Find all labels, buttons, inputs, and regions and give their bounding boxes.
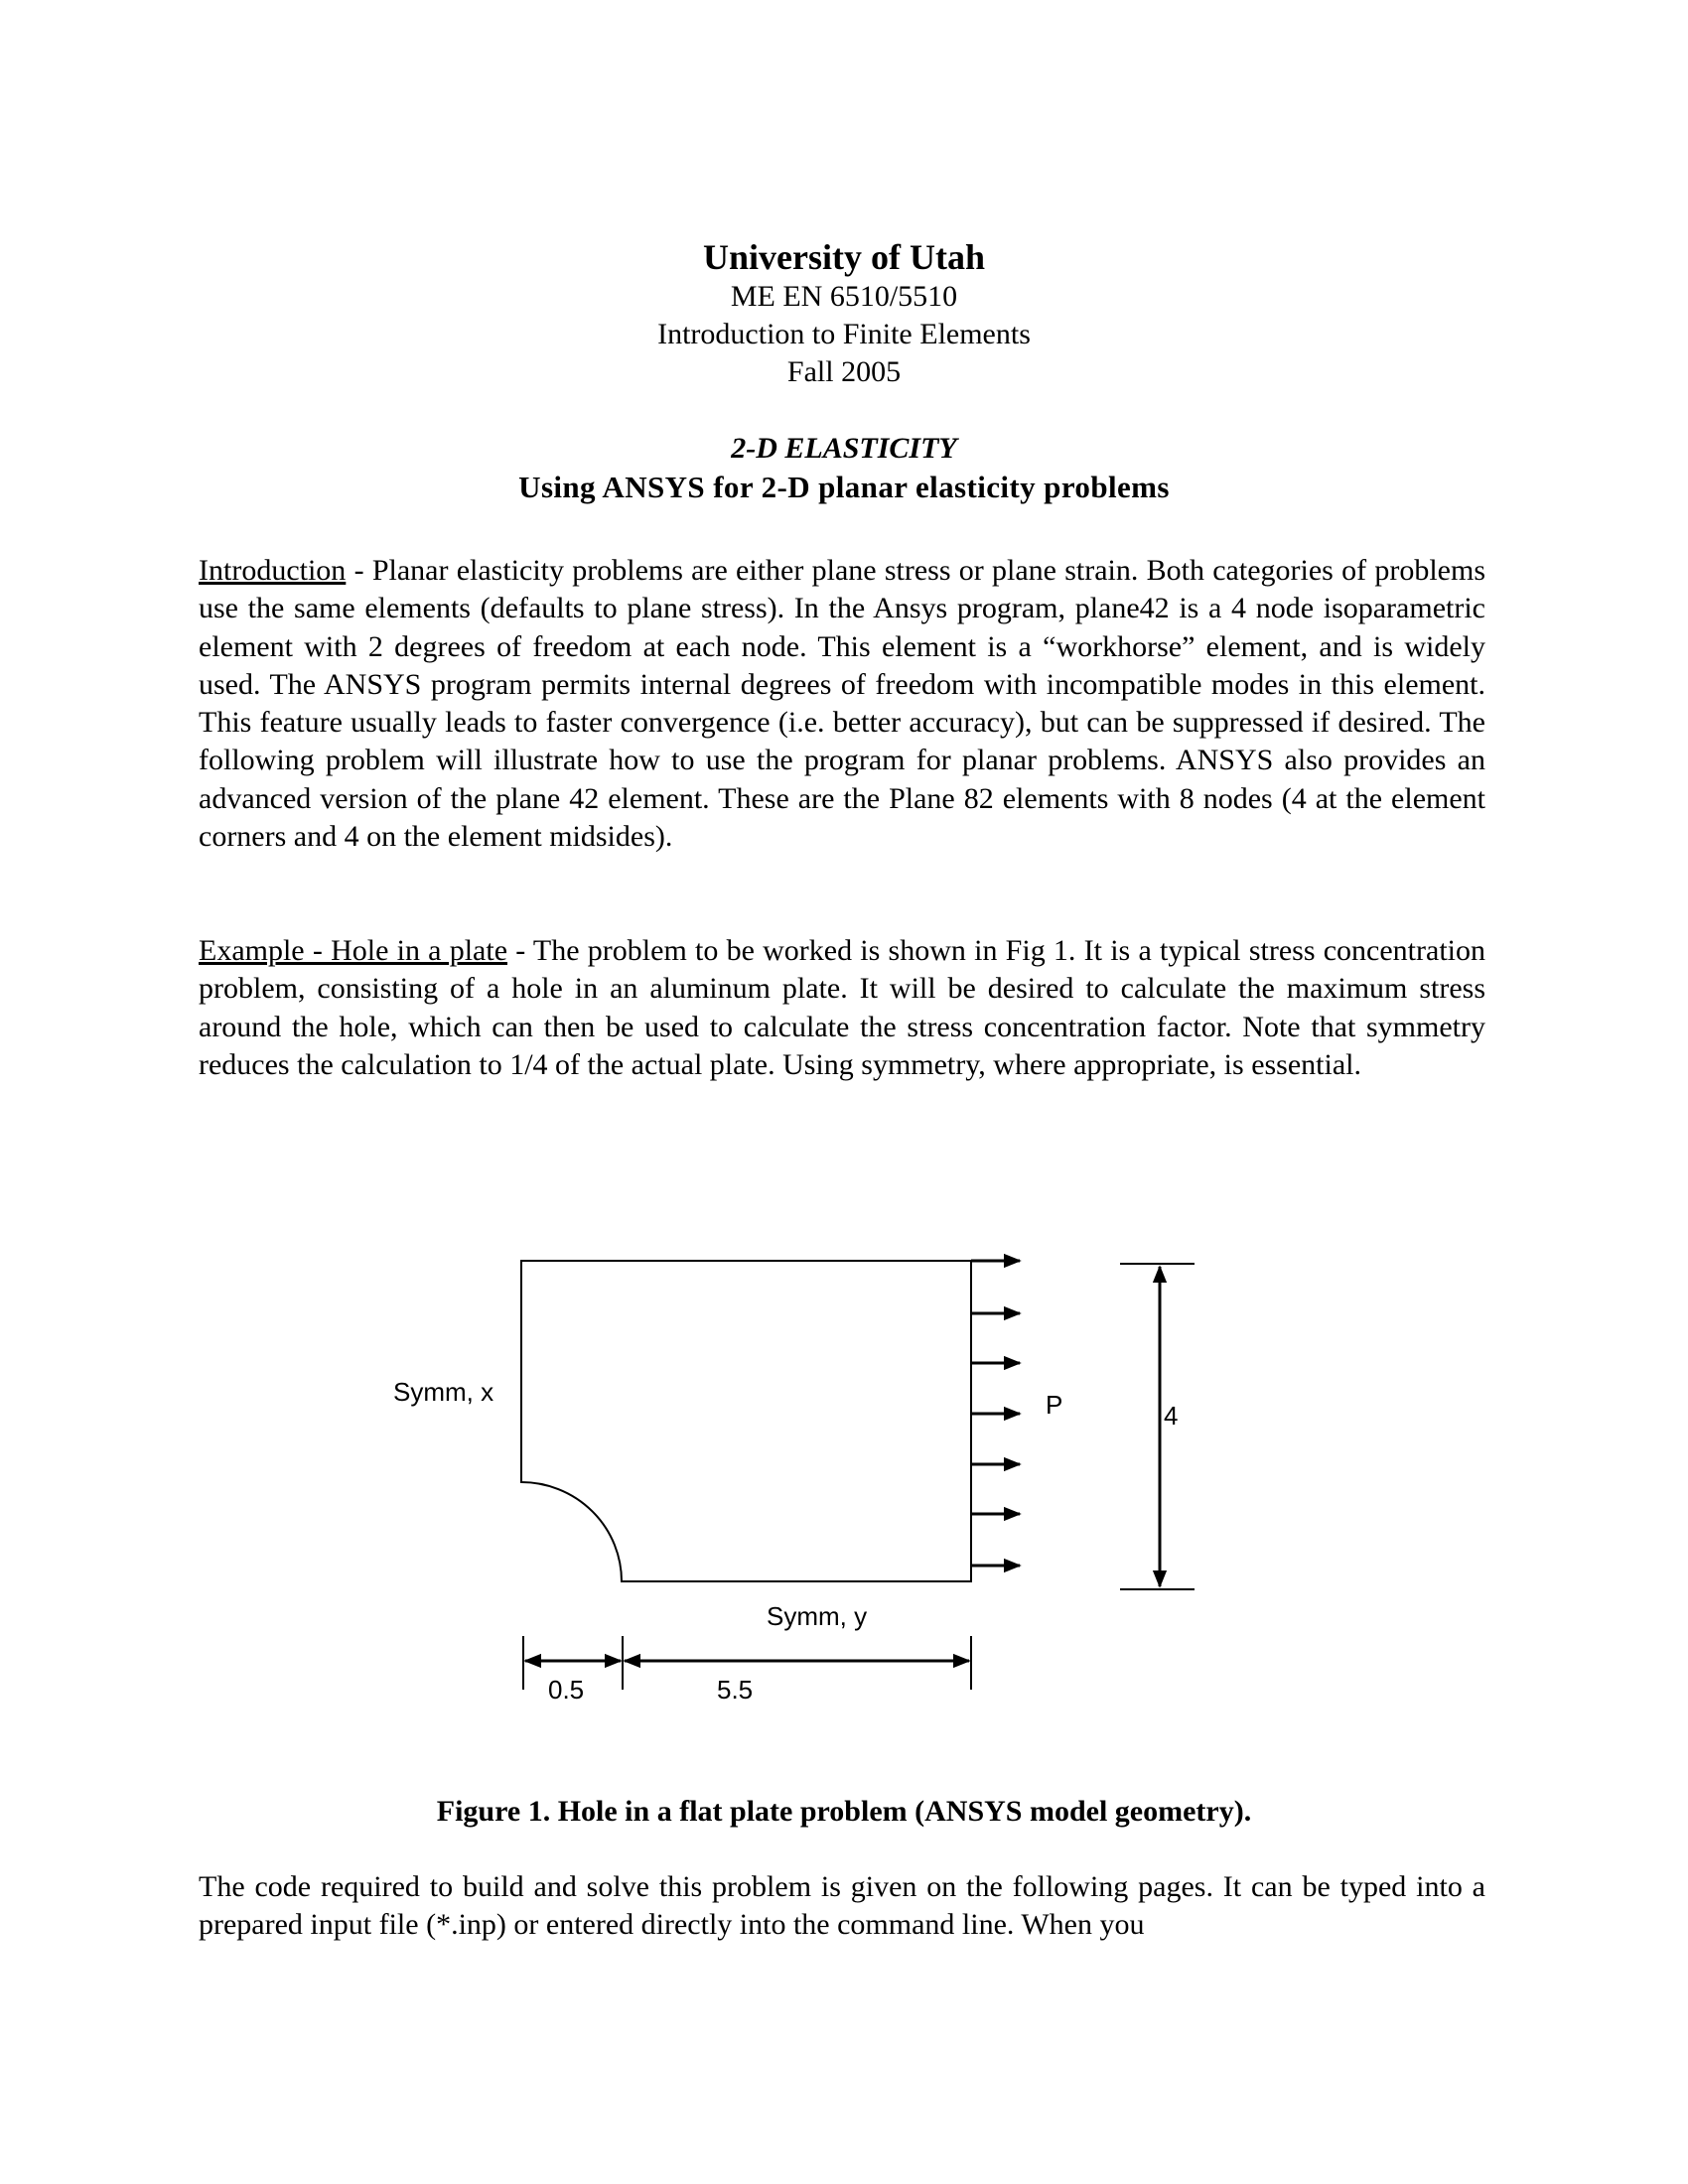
figure-caption: Figure 1. Hole in a flat plate problem (ANSYS model geometry). — [436, 1795, 1252, 1828]
symm-x-label: Symm, x — [393, 1377, 494, 1407]
course-number: ME EN 6510/5510 — [730, 280, 958, 313]
course-title: Introduction to Finite Elements — [657, 318, 1031, 350]
document-topic: 2-D ELASTICITY — [731, 432, 957, 465]
introduction-heading: Introduction — [199, 554, 347, 587]
symm-y-label: Symm, y — [767, 1601, 868, 1631]
university-name: University of Utah — [703, 237, 985, 277]
hole-radius-label: 0.5 — [548, 1675, 585, 1705]
code-paragraph: The code required to build and solve this problem is given on the following pages. It can be typed into a prepared input file (*.inp) or entered directly into the command line. When you — [199, 1870, 1485, 1942]
load-arrows — [971, 1261, 1020, 1566]
introduction-text: - Planar elasticity problems are either plane stress or plane strain. Both categories of problems use the same elements (defaults to plane stress). In the Ansys program, plane42 is a 4 node isoparametric element with 2 degrees of freedom at each node. This element is a “workhorse” element, and is widely used. The ANSYS program permits internal degrees of freedom with incompatible modes in this element. This feature usually leads to faster convergence (i.e. better accuracy), but can be suppressed if desired. The following problem will illustrate how to use the program for planar problems. ANSYS also provides an advanced version of the plane 42 element. These are the Plane 82 elements with 8 nodes (4 at the element corners and 4 on the element midsides). — [199, 554, 1485, 854]
plate-length-label: 5.5 — [717, 1675, 754, 1705]
load-label: P — [1046, 1390, 1063, 1420]
plate-outline — [521, 1261, 971, 1581]
term: Fall 2005 — [786, 355, 902, 388]
example-text: - The problem to be worked is shown in Fig 1. It is a typical stress concentration problem, consisting of a hole in an aluminum plate. It will be desired to calculate the maximum stress around the hole, which can then be used to calculate the stress concentration factor. Note that symmetry reduces the calculation to 1/4 of the actual plate. Using symmetry, where appropriate, is essential. — [199, 934, 1485, 1081]
height-dimension — [1120, 1264, 1195, 1589]
height-value-label: 4 — [1164, 1401, 1179, 1431]
document-subtitle: Using ANSYS for 2-D planar elasticity problems — [518, 470, 1170, 504]
example-heading: Example - Hole in a plate — [199, 934, 508, 967]
